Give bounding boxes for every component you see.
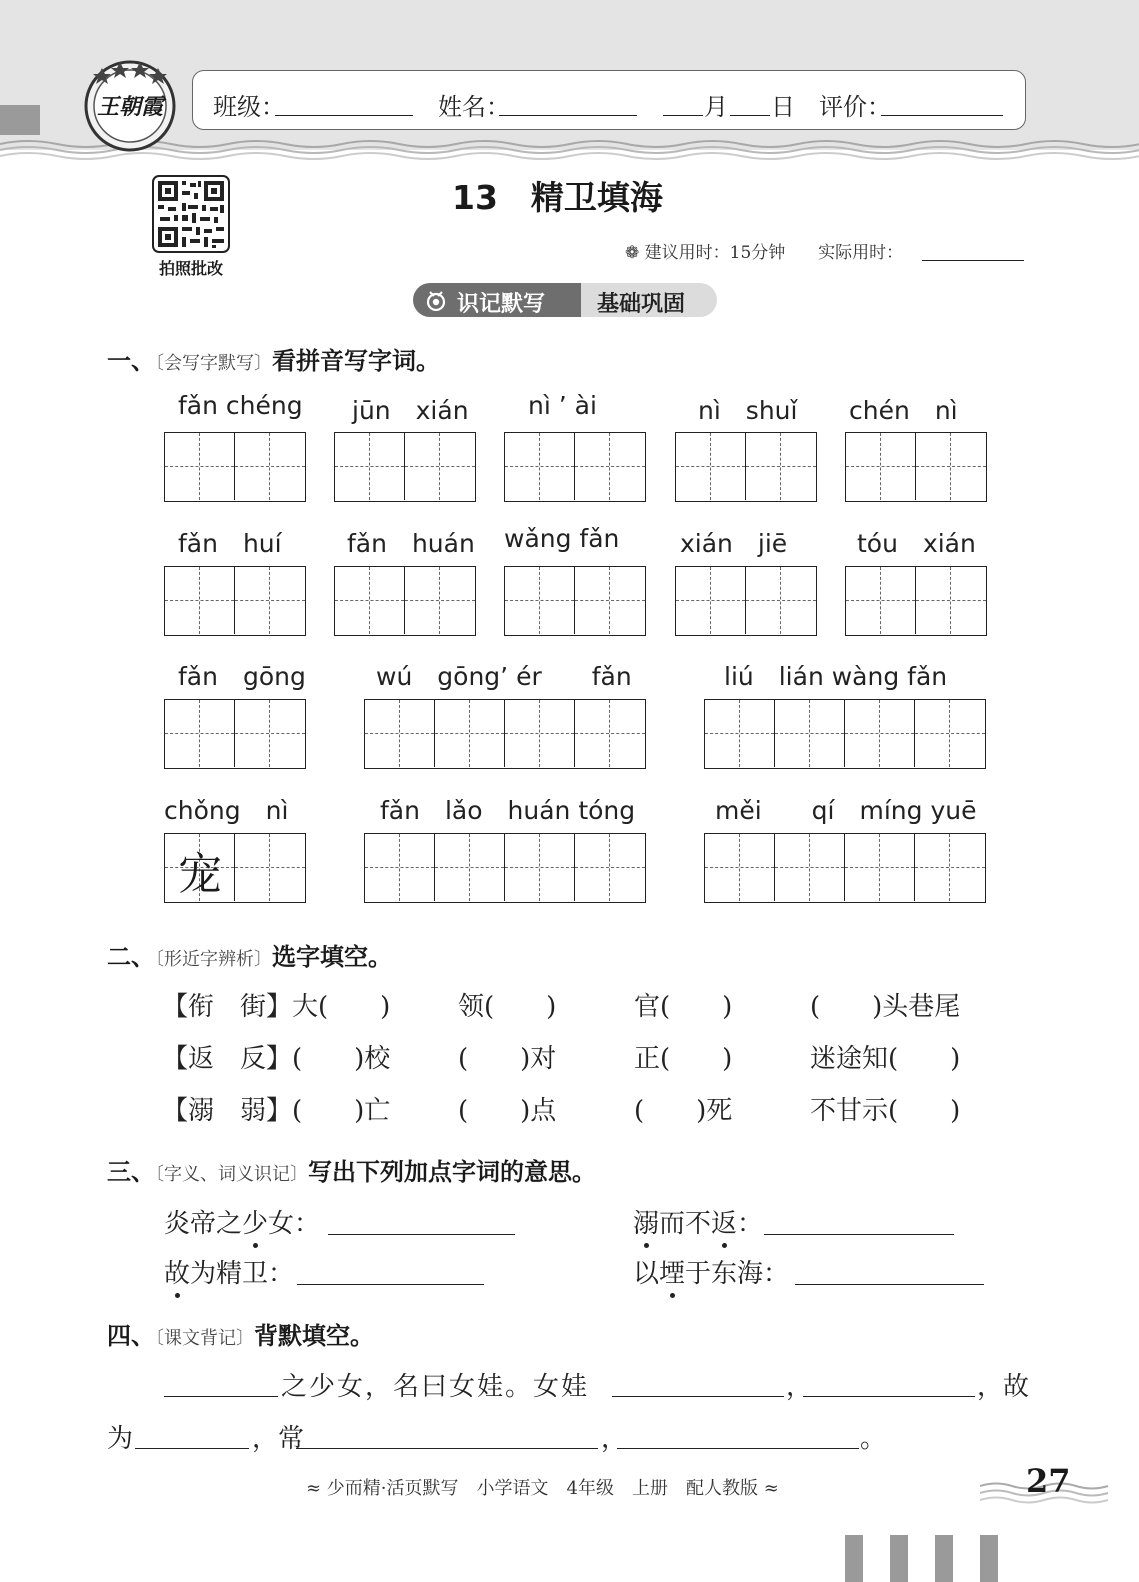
- grid-cell[interactable]: [165, 834, 235, 901]
- grid-cell[interactable]: [915, 834, 985, 901]
- writing-grid[interactable]: [164, 699, 306, 769]
- side-tab: [0, 105, 40, 135]
- section2-heading: [107, 937, 392, 972]
- grid-cell[interactable]: [775, 834, 845, 901]
- grid-cell[interactable]: [505, 433, 575, 500]
- grid-cell[interactable]: [845, 700, 915, 767]
- recite-text: 为: [107, 1424, 134, 1454]
- grid-cell[interactable]: [575, 700, 645, 767]
- grid-cell[interactable]: [505, 700, 575, 767]
- writing-grid[interactable]: [364, 833, 646, 903]
- choice-item[interactable]: 迷途知( ): [810, 1044, 961, 1074]
- grid-cell[interactable]: [846, 567, 916, 634]
- grid-cell[interactable]: [575, 433, 645, 500]
- grid-cell[interactable]: [676, 567, 746, 634]
- month-label: 月: [704, 93, 728, 121]
- grid-cell[interactable]: [335, 567, 405, 634]
- grid-cell[interactable]: [845, 834, 915, 901]
- recite-blank[interactable]: [296, 1448, 598, 1449]
- choice-item[interactable]: 【溺 弱】( )亡: [162, 1096, 391, 1126]
- writing-grid[interactable]: [334, 432, 476, 502]
- writing-grid[interactable]: [504, 432, 646, 502]
- pinyin-label: wǎng fǎn: [504, 524, 620, 553]
- logo-text: 王朝霞: [96, 94, 163, 120]
- grid-cell[interactable]: [505, 567, 575, 634]
- name-label: 姓名：: [438, 93, 510, 121]
- section4-title: 背默填空。: [254, 1322, 374, 1350]
- writing-grid[interactable]: [164, 432, 306, 502]
- flower-icon: ❁: [625, 243, 640, 263]
- writing-grid[interactable]: [675, 432, 817, 502]
- writing-grid[interactable]: [164, 833, 306, 903]
- dotted-char: 故: [164, 1253, 190, 1290]
- grid-cell[interactable]: [705, 700, 775, 767]
- grid-cell[interactable]: [505, 834, 575, 901]
- choice-item[interactable]: ( )点: [458, 1096, 557, 1126]
- meaning-item: 溺而不返：: [633, 1203, 763, 1240]
- choice-item[interactable]: 正( ): [634, 1044, 733, 1074]
- section4-tag: 〔课文背记〕: [155, 1328, 254, 1349]
- answer-line[interactable]: [297, 1284, 484, 1285]
- dotted-char: 堙: [659, 1253, 685, 1290]
- pinyin-label: měi qí míng yuē: [715, 796, 977, 825]
- writing-grid[interactable]: [704, 699, 986, 769]
- example-char: 宠: [178, 849, 222, 900]
- choice-item[interactable]: 官( ): [634, 992, 733, 1022]
- grid-cell[interactable]: [165, 433, 235, 500]
- day-label: 日: [771, 93, 795, 121]
- time-info: [625, 238, 903, 263]
- pinyin-label: fǎn chéng: [178, 391, 303, 420]
- section1-tag: 〔会写字默写〕: [155, 353, 272, 374]
- grid-cell[interactable]: [916, 567, 986, 634]
- grid-cell[interactable]: [235, 700, 305, 767]
- grid-cell[interactable]: [235, 433, 305, 500]
- banner-right-text: 基础巩固: [597, 292, 686, 317]
- pinyin-label: fǎn huí: [178, 529, 282, 558]
- grid-cell[interactable]: [915, 700, 985, 767]
- choice-item[interactable]: 【返 反】( )校: [162, 1044, 391, 1074]
- section2-num: 二、: [107, 943, 155, 971]
- medal-icon: [425, 290, 447, 312]
- pinyin-label: chǒng nì: [164, 796, 289, 825]
- recite-blank[interactable]: [803, 1396, 975, 1397]
- pinyin-label: nì shuǐ: [698, 396, 798, 425]
- recite-blank[interactable]: [617, 1448, 859, 1449]
- class-field[interactable]: [275, 115, 413, 116]
- grid-cell[interactable]: [746, 567, 816, 634]
- choice-item[interactable]: ( )死: [634, 1096, 733, 1126]
- actual-time-field[interactable]: [922, 260, 1024, 261]
- pinyin-label: tóu xián: [857, 529, 976, 558]
- meaning-item: 炎帝之少女：: [164, 1203, 320, 1240]
- month-field[interactable]: [663, 115, 703, 116]
- grid-cell[interactable]: [165, 567, 235, 634]
- section4-heading: [107, 1316, 374, 1351]
- grid-cell[interactable]: [235, 567, 305, 634]
- qr-label: 拍照批改: [158, 259, 223, 278]
- recite-comma: ，: [786, 1372, 813, 1402]
- pinyin-label: xián jiē: [680, 529, 788, 558]
- section2-tag: 〔形近字辨析〕: [155, 949, 272, 970]
- eval-label: 评价：: [819, 93, 891, 121]
- answer-line[interactable]: [764, 1234, 954, 1235]
- answer-line[interactable]: [328, 1234, 515, 1235]
- choice-item[interactable]: ( )头巷尾: [810, 992, 961, 1022]
- grid-cell[interactable]: [775, 700, 845, 767]
- section3-tag: 〔字义、词义识记〕: [155, 1164, 308, 1185]
- grid-cell[interactable]: [705, 834, 775, 901]
- grid-cell[interactable]: [435, 834, 505, 901]
- recite-period: 。: [860, 1424, 887, 1454]
- banner-left: [413, 283, 581, 317]
- pinyin-label: fǎn huán: [347, 529, 475, 558]
- grid-cell[interactable]: [365, 834, 435, 901]
- writing-grid[interactable]: [164, 566, 306, 636]
- section1-num: 一、: [107, 347, 155, 375]
- grid-cell[interactable]: [435, 700, 505, 767]
- choice-item[interactable]: 领( ): [458, 992, 557, 1022]
- answer-line[interactable]: [795, 1284, 984, 1285]
- writing-grid[interactable]: [364, 699, 646, 769]
- grid-cell[interactable]: [846, 433, 916, 500]
- student-info-box: [192, 70, 1026, 130]
- actual-time-label: 实际用时：: [818, 243, 904, 263]
- class-label: 班级：: [213, 93, 285, 121]
- section3-num: 三、: [107, 1158, 155, 1186]
- grid-cell[interactable]: [165, 700, 235, 767]
- grid-cell[interactable]: [365, 700, 435, 767]
- meaning-item: 以堙于东海：: [633, 1253, 789, 1290]
- section3-title: 写出下列加点字词的意思。: [308, 1158, 596, 1186]
- pinyin-label: fǎn gōng: [178, 662, 306, 691]
- bottom-bars-decoration: [845, 1535, 1005, 1582]
- grid-cell[interactable]: [916, 433, 986, 500]
- pinyin-label: wú gōng’ ér fǎn: [376, 662, 632, 691]
- choice-item[interactable]: ( )对: [458, 1044, 557, 1074]
- grid-cell[interactable]: [575, 567, 645, 634]
- pinyin-label: liú lián wàng fǎn: [724, 662, 948, 691]
- suggested-time: 建议用时：15分钟: [644, 243, 786, 263]
- writing-grid[interactable]: [704, 833, 986, 903]
- writing-grid[interactable]: [845, 566, 987, 636]
- name-field[interactable]: [499, 115, 637, 116]
- dotted-char: 返: [711, 1203, 737, 1240]
- grid-cell[interactable]: [746, 433, 816, 500]
- writing-grid[interactable]: [845, 432, 987, 502]
- pinyin-label: jūn xián: [352, 396, 469, 425]
- writing-grid[interactable]: [334, 566, 476, 636]
- dotted-char: 溺: [633, 1203, 659, 1240]
- section1-heading: [107, 341, 440, 376]
- recite-blank[interactable]: [135, 1448, 249, 1449]
- lesson-title: 13 精卫填海: [452, 178, 663, 217]
- brand-logo: [82, 56, 178, 156]
- grid-cell[interactable]: [235, 834, 305, 901]
- banner-left-text: 识记默写: [457, 292, 546, 317]
- grid-cell[interactable]: [405, 433, 475, 500]
- writing-grid[interactable]: [504, 566, 646, 636]
- banner-right: [581, 283, 717, 317]
- writing-grid[interactable]: [675, 566, 817, 636]
- pinyin-label: nì ’ ài: [528, 391, 597, 420]
- grid-cell[interactable]: [335, 433, 405, 500]
- day-field[interactable]: [730, 115, 770, 116]
- section3-heading: [107, 1152, 596, 1187]
- pinyin-label: fǎn lǎo huán tóng: [380, 796, 636, 825]
- pinyin-label: chén nì: [849, 396, 958, 425]
- page-number: 27: [1026, 1462, 1071, 1500]
- footer-text: ≈ 少而精·活页默写 小学语文 4年级 上册 配人教版 ≈: [306, 1478, 779, 1499]
- grid-cell[interactable]: [676, 433, 746, 500]
- section2-title: 选字填空。: [272, 943, 392, 971]
- recite-blank[interactable]: [612, 1396, 784, 1397]
- recite-text: 之少女，名曰女娃。女娃: [281, 1372, 590, 1402]
- recite-text: ，故: [977, 1372, 1030, 1402]
- recite-text: ，常: [252, 1424, 305, 1454]
- choice-item[interactable]: 【衔 街】大( ): [162, 992, 391, 1022]
- grid-cell[interactable]: [575, 834, 645, 901]
- choice-item[interactable]: 不甘示( ): [810, 1096, 961, 1126]
- grid-cell[interactable]: [405, 567, 475, 634]
- section1-title: 看拼音写字词。: [272, 347, 440, 375]
- qr-code-icon[interactable]: [152, 175, 230, 257]
- eval-field[interactable]: [881, 115, 1003, 116]
- meaning-item: 故为精卫：: [164, 1253, 294, 1290]
- recite-comma: ，: [601, 1424, 628, 1454]
- section4-num: 四、: [107, 1322, 155, 1350]
- recite-blank[interactable]: [164, 1396, 278, 1397]
- dotted-char: 少: [242, 1203, 268, 1240]
